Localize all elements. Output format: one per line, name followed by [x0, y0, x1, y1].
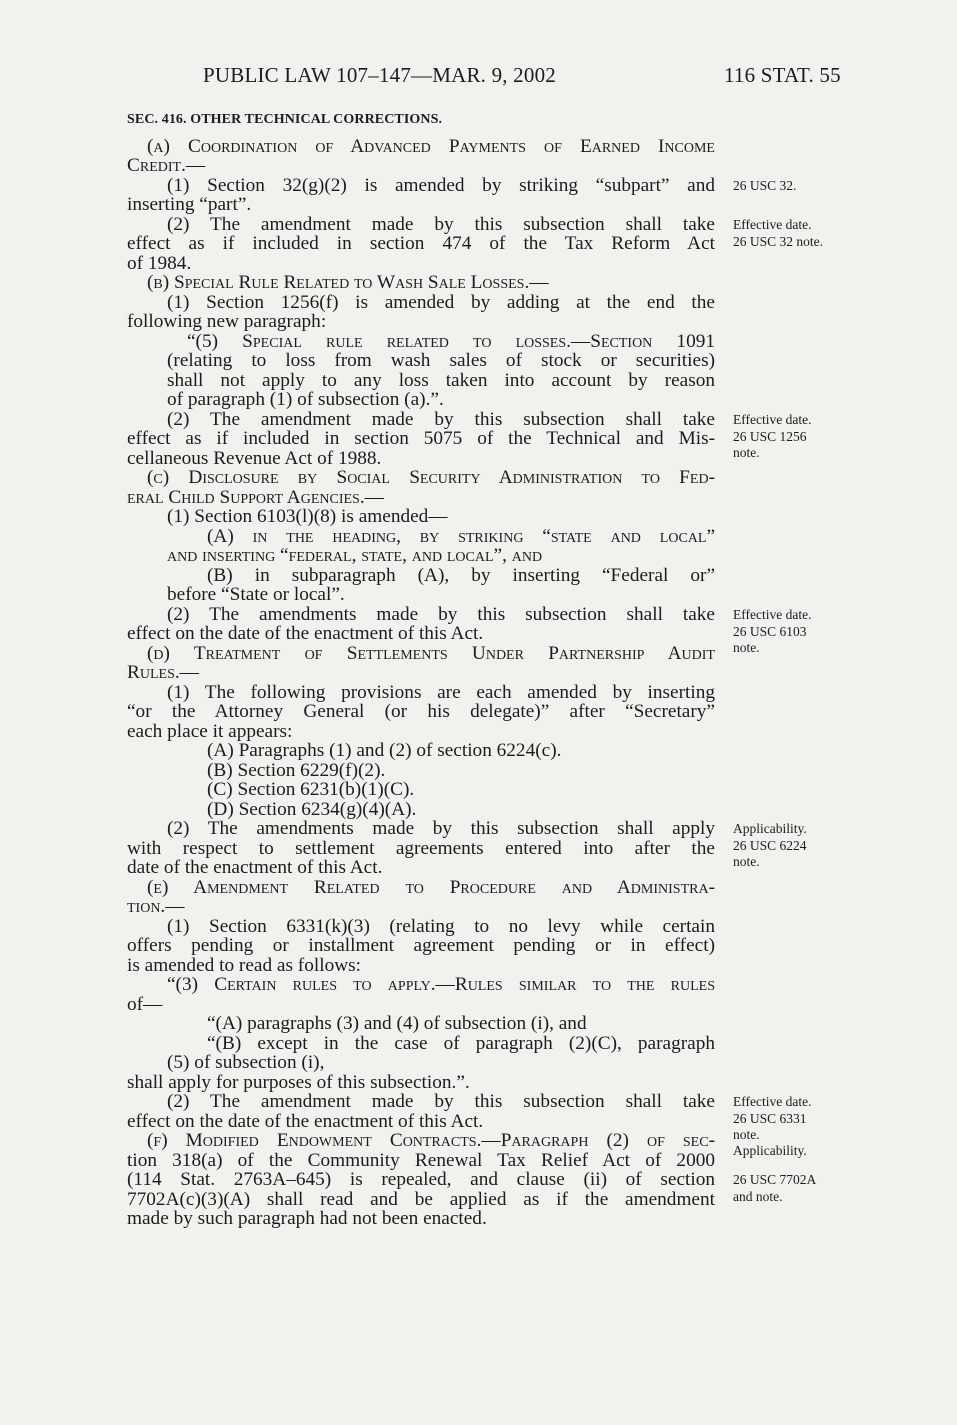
- text-line: of paragraph (1) of subsection (a).”.: [167, 389, 444, 410]
- margin-note: Effective date.: [733, 1094, 812, 1109]
- margin-note: 26 USC 6331: [733, 1111, 807, 1126]
- text-line: (B) in subparagraph (A), by inserting “Federal or”: [207, 565, 715, 586]
- text-line: (relating to loss from wash sales of stock or securities): [167, 350, 715, 371]
- margin-note: 26 USC 6224: [733, 838, 807, 853]
- text-line: (2) The amendment made by this subsection shall take: [167, 1091, 715, 1112]
- subsection-f-heading: (f) Modified Endowment Contracts.—Paragraph (2) of sec-: [147, 1130, 715, 1151]
- text-line: offers pending or installment agreement pending or in effect): [127, 935, 715, 956]
- section-heading: SEC. 416. OTHER TECHNICAL CORRECTIONS.: [127, 112, 443, 127]
- text-line: of 1984.: [127, 253, 192, 274]
- text-line: inserting “part”.: [127, 194, 252, 215]
- text-line: (C) Section 6231(b)(1)(C).: [207, 779, 415, 800]
- text-line: of—: [127, 994, 163, 1015]
- text-line: effect as if included in section 474 of the Tax Reform Act: [127, 233, 715, 254]
- margin-note: 26 USC 32 note.: [733, 234, 824, 249]
- margin-note: Effective date.: [733, 217, 812, 232]
- margin-note: note.: [733, 445, 760, 460]
- text-line: following new paragraph:: [127, 311, 327, 332]
- text-line: “(5) Special rule related to losses.—Section 1091: [187, 331, 715, 352]
- text-line: eral Child Support Agencies.—: [127, 487, 384, 508]
- text-line: “or the Attorney General (or his delegate)” after “Secretary”: [127, 701, 715, 722]
- margin-note: Effective date.: [733, 412, 812, 427]
- text-line: (1) Section 32(g)(2) is amended by striking “subpart” and: [167, 175, 715, 196]
- text-line: (1) Section 6103(l)(8) is amended—: [167, 506, 448, 527]
- margin-note: note.: [733, 640, 760, 655]
- text-line: (2) The amendment made by this subsection shall take: [167, 214, 715, 235]
- margin-note: and note.: [733, 1189, 783, 1204]
- text-line: “(A) paragraphs (3) and (4) of subsection (i), and: [207, 1013, 587, 1034]
- text-line: before “State or local”.: [167, 584, 345, 605]
- margin-note: Applicability.: [733, 821, 807, 836]
- text-line: is amended to read as follows:: [127, 955, 361, 976]
- text-line: (2) The amendments made by this subsection shall apply: [167, 818, 715, 839]
- text-line: each place it appears:: [127, 721, 293, 742]
- text-line: (A) in the heading, by striking “state and local”: [207, 526, 715, 547]
- text-line: tion.—: [127, 896, 185, 917]
- text-line: “(3) Certain rules to apply.—Rules similar to the rules: [167, 974, 715, 995]
- text-line: tion 318(a) of the Community Renewal Tax Relief Act of 2000: [127, 1150, 715, 1171]
- margin-note: 26 USC 32.: [733, 178, 797, 193]
- text-line: cellaneous Revenue Act of 1988.: [127, 448, 382, 469]
- text-line: made by such paragraph had not been enacted.: [127, 1208, 487, 1229]
- text-line: (1) Section 6331(k)(3) (relating to no levy while certain: [167, 916, 715, 937]
- text-line: (1) Section 1256(f) is amended by adding at the end the: [167, 292, 715, 313]
- text-line: effect on the date of the enactment of this Act.: [127, 623, 484, 644]
- text-line: Rules.—: [127, 662, 199, 683]
- subsection-e-heading: (e) Amendment Related to Procedure and Administra-: [147, 877, 715, 898]
- text-line: and inserting “federal, state, and local”, and: [167, 545, 543, 566]
- text-line: Credit.—: [127, 155, 206, 176]
- text-line: effect as if included in section 5075 of the Technical and Mis-: [127, 428, 715, 449]
- text-line: (5) of subsection (i),: [167, 1052, 325, 1073]
- text-line: (B) Section 6229(f)(2).: [207, 760, 386, 781]
- margin-note: Applicability.: [733, 1143, 807, 1158]
- subsection-d-heading: (d) Treatment of Settlements Under Partnership Audit: [147, 643, 715, 664]
- margin-note: 26 USC 1256: [733, 429, 807, 444]
- margin-note: note.: [733, 854, 760, 869]
- text-line: effect on the date of the enactment of this Act.: [127, 1111, 484, 1132]
- text-line: (D) Section 6234(g)(4)(A).: [207, 799, 417, 820]
- margin-note: 26 USC 6103: [733, 624, 807, 639]
- text-line: shall not apply to any loss taken into account by reason: [167, 370, 715, 391]
- text-line: (2) The amendments made by this subsection shall take: [167, 604, 715, 625]
- margin-note: Effective date.: [733, 607, 812, 622]
- text-line: “(B) except in the case of paragraph (2)(C), paragraph: [207, 1033, 715, 1054]
- text-line: shall apply for purposes of this subsection.”.: [127, 1072, 470, 1093]
- margin-note: note.: [733, 1127, 760, 1142]
- subsection-b-heading: (b) Special Rule Related to Wash Sale Losses.—: [147, 272, 549, 293]
- text-line: (114 Stat. 2763A–645) is repealed, and clause (ii) of section: [127, 1169, 715, 1190]
- text-line: (2) The amendment made by this subsection shall take: [167, 409, 715, 430]
- text-line: 7702A(c)(3)(A) shall read and be applied as if the amendment: [127, 1189, 715, 1210]
- text-line: with respect to settlement agreements entered into after the: [127, 838, 715, 859]
- text-line: date of the enactment of this Act.: [127, 857, 383, 878]
- running-head-title: PUBLIC LAW 107–147—MAR. 9, 2002: [203, 63, 556, 87]
- subsection-a-heading: (a) Coordination of Advanced Payments of Earned Income: [147, 136, 715, 157]
- running-head-stat: 116 STAT. 55: [724, 63, 841, 87]
- subsection-c-heading: (c) Disclosure by Social Security Administration to Fed-: [147, 467, 715, 488]
- text-line: (A) Paragraphs (1) and (2) of section 6224(c).: [207, 740, 562, 761]
- text-line: (1) The following provisions are each amended by inserting: [167, 682, 715, 703]
- margin-note: 26 USC 7702A: [733, 1172, 817, 1187]
